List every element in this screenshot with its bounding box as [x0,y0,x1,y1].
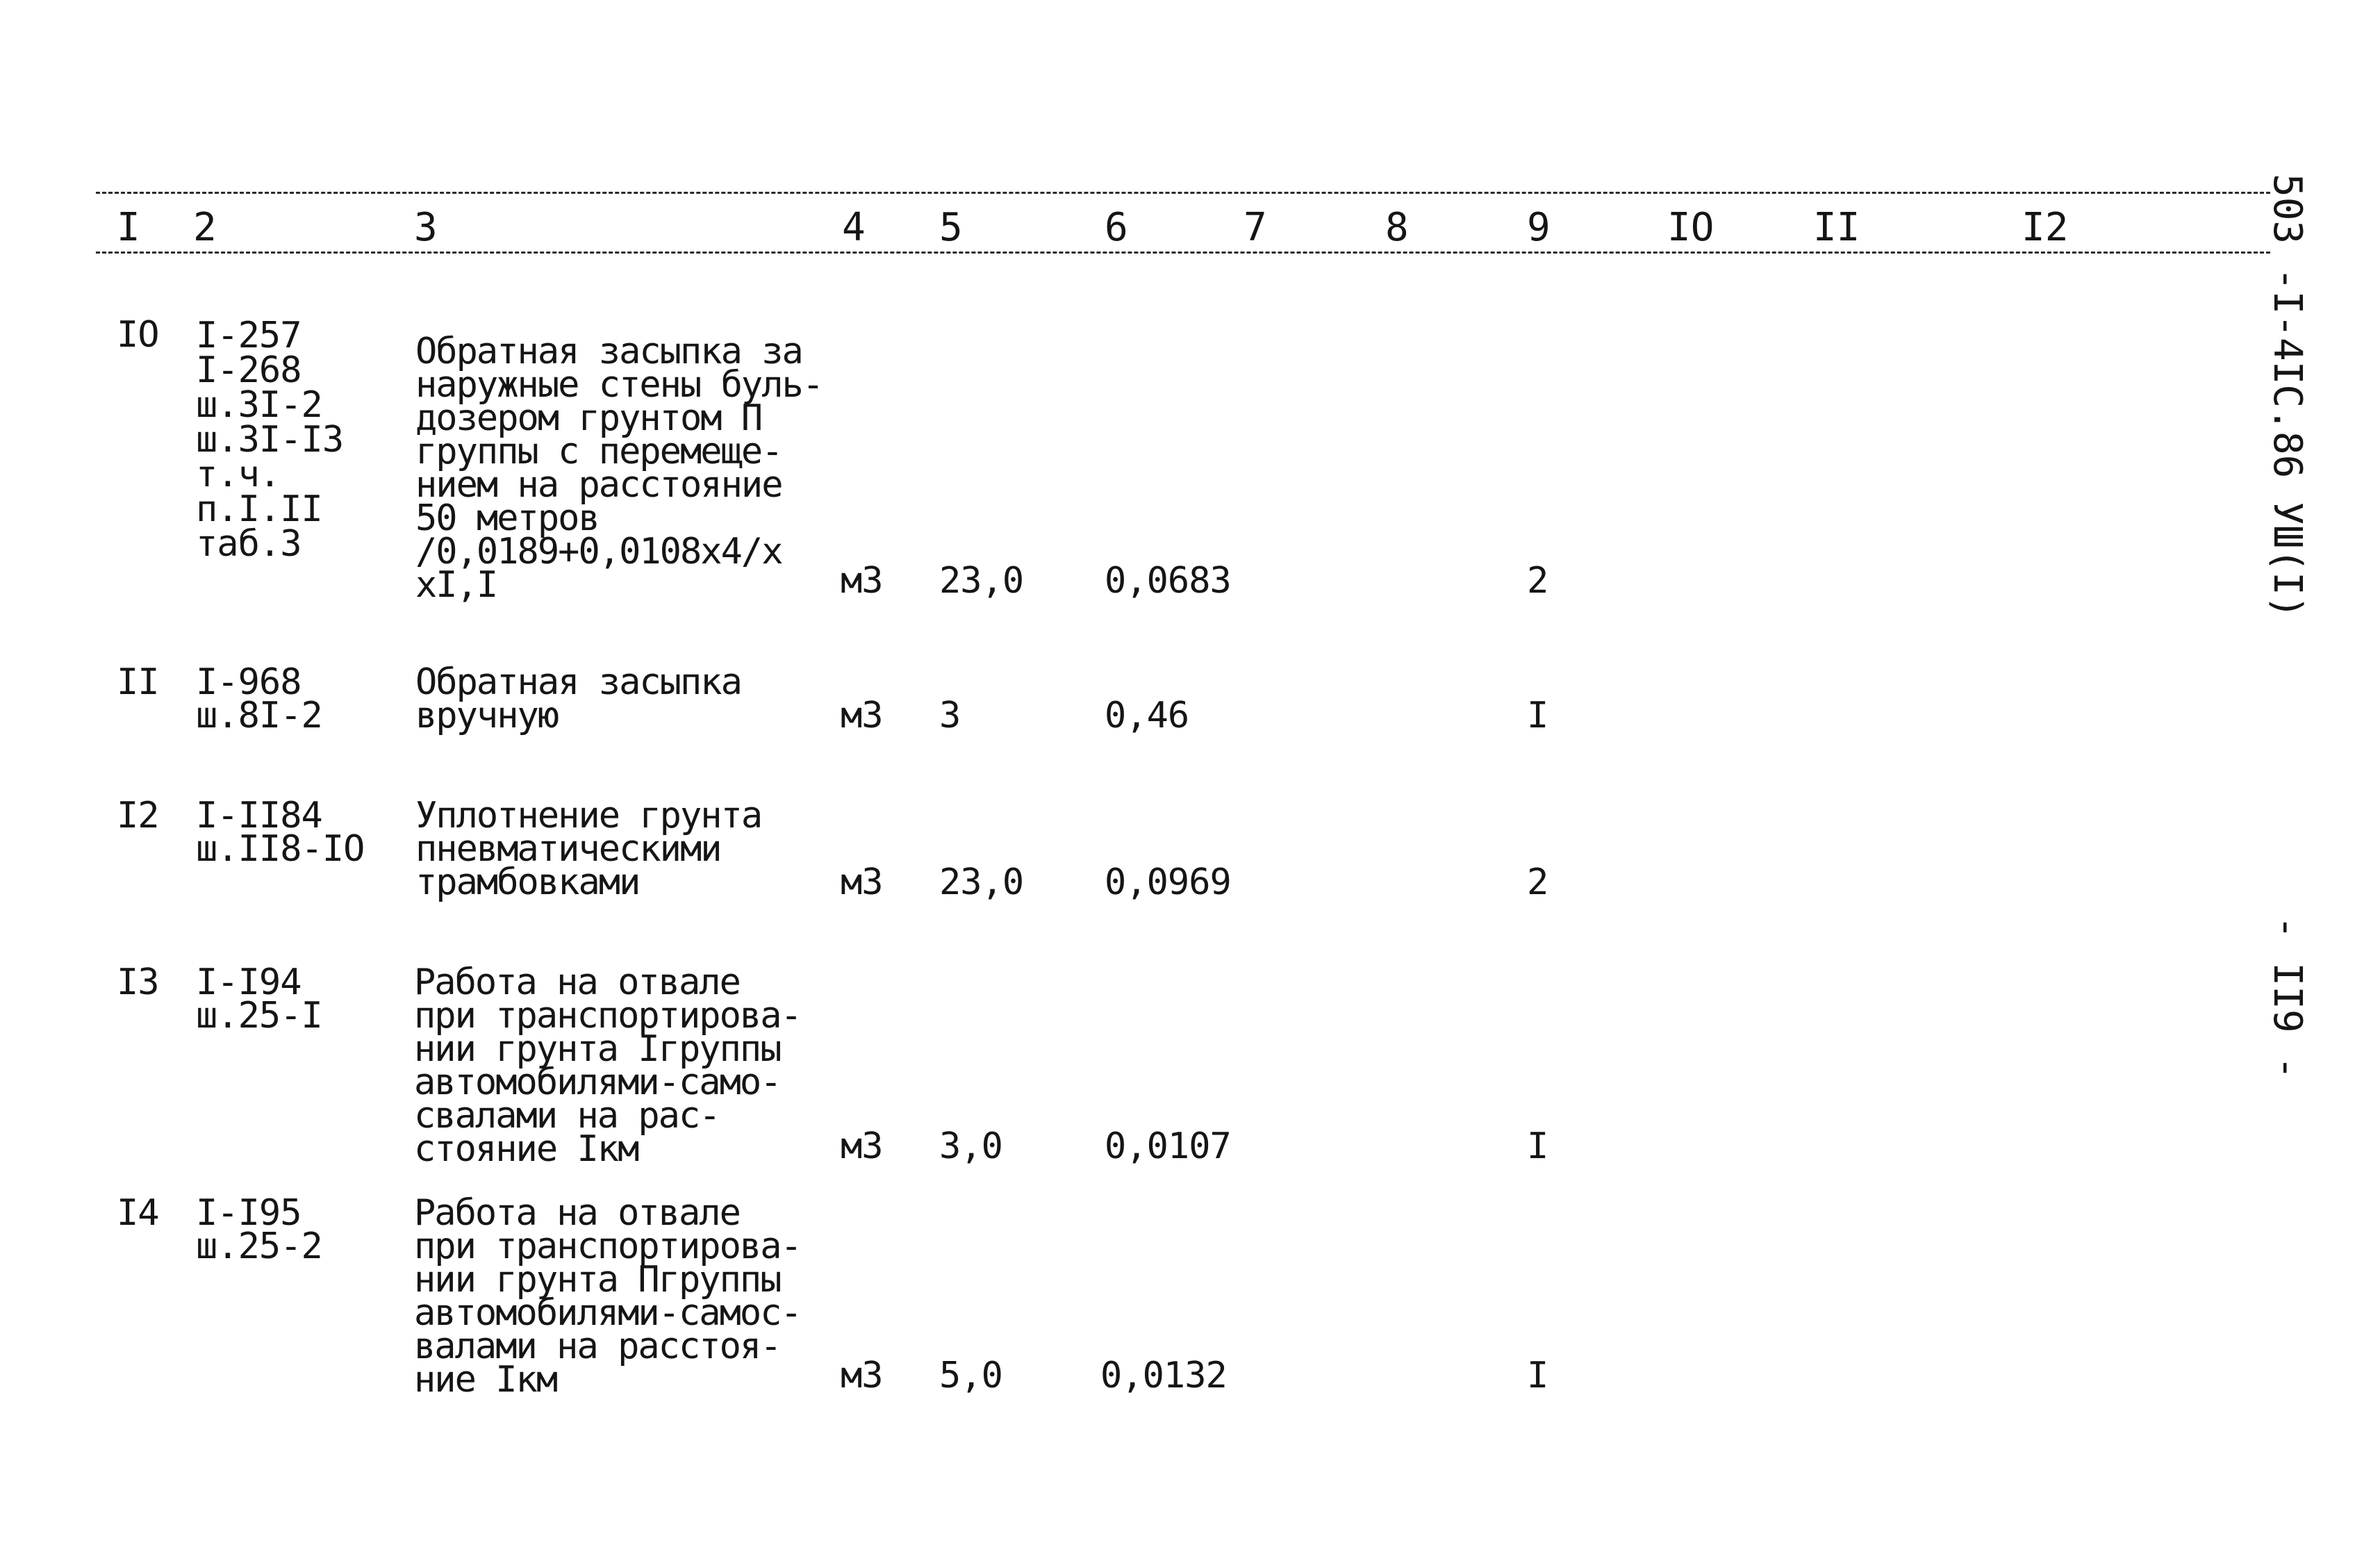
column-header-11: II [1813,205,1860,250]
column-header-9: 9 [1527,205,1551,250]
row-3-code: I-II84 ш.II8-IO [196,795,365,870]
row-3-unit: м3 [841,861,883,903]
row-4-number: I3 [117,962,159,1003]
column-header-7: 7 [1243,205,1267,250]
column-header-10: IO [1667,205,1714,250]
column-header-12: I2 [2022,205,2069,250]
row-1-norm: 0,0683 [1105,560,1231,602]
margin-page-number: - II9 - [2265,916,2310,1080]
row-2-code: I-968 ш.8I-2 [196,661,322,736]
column-header-3: 3 [414,205,438,250]
row-3-norm: 0,0969 [1105,861,1231,903]
row-4-code: I-I94 ш.25-I [196,962,322,1037]
row-1-description: Обратная засыпка за наружные стены буль- дозером грунтом П группы с перемеще- нием на расстояние 50 метров /0,0189+0,0108x4/x xI,I [415,331,823,606]
row-2-number: II [117,661,159,703]
column-header-6: 6 [1105,205,1128,250]
row-3-number: I2 [117,795,159,836]
row-5-col9: I [1527,1355,1548,1396]
row-4-unit: м3 [841,1125,883,1167]
row-1-code: I-257 I-268 ш.3I-2 ш.3I-I3 т.ч. п.I.II таб.3 [196,315,344,565]
row-2-quantity: 3 [939,695,961,736]
row-5-code: I-I95 ш.25-2 [196,1192,322,1267]
row-5-number: I4 [117,1192,159,1234]
row-4-description: Работа на отвале при транспортирова- нии грунта Iгруппы автомобилями-само- свалами на рас- стояние Iкм [414,962,801,1170]
row-1-number: IO [117,314,159,356]
row-2-description: Обратная засыпка вручную [415,661,741,736]
row-2-col9: I [1527,695,1548,736]
row-1-col9: 2 [1527,560,1548,602]
row-4-quantity: 3,0 [939,1125,1002,1167]
row-4-norm: 0,0107 [1105,1125,1231,1167]
row-4-col9: I [1527,1125,1548,1167]
column-header-4: 4 [842,205,866,250]
row-5-unit: м3 [841,1355,883,1396]
column-header-2: 2 [193,205,217,250]
row-3-col9: 2 [1527,861,1548,903]
row-5-norm: 0,0132 [1100,1355,1227,1396]
row-2-norm: 0,46 [1105,695,1189,736]
column-header-5: 5 [939,205,963,250]
row-5-description: Работа на отвале при транспортирова- нии грунта Пгруппы автомобилями-самос- валами на расстоя- ние Iкм [414,1192,801,1401]
row-1-unit: м3 [841,560,883,602]
row-5-quantity: 5,0 [939,1355,1002,1396]
row-3-description: Уплотнение грунта пневматическими трамбовками [415,795,762,903]
row-3-quantity: 23,0 [939,861,1024,903]
margin-document-code: 503 -I-4IC.86 УШ(I) [2265,174,2310,619]
row-1-quantity: 23,0 [939,560,1024,602]
header-bottom-rule [96,251,2270,254]
column-header-1: I [117,205,140,250]
row-2-unit: м3 [841,695,883,736]
column-header-8: 8 [1385,205,1409,250]
header-top-rule [96,192,2270,194]
